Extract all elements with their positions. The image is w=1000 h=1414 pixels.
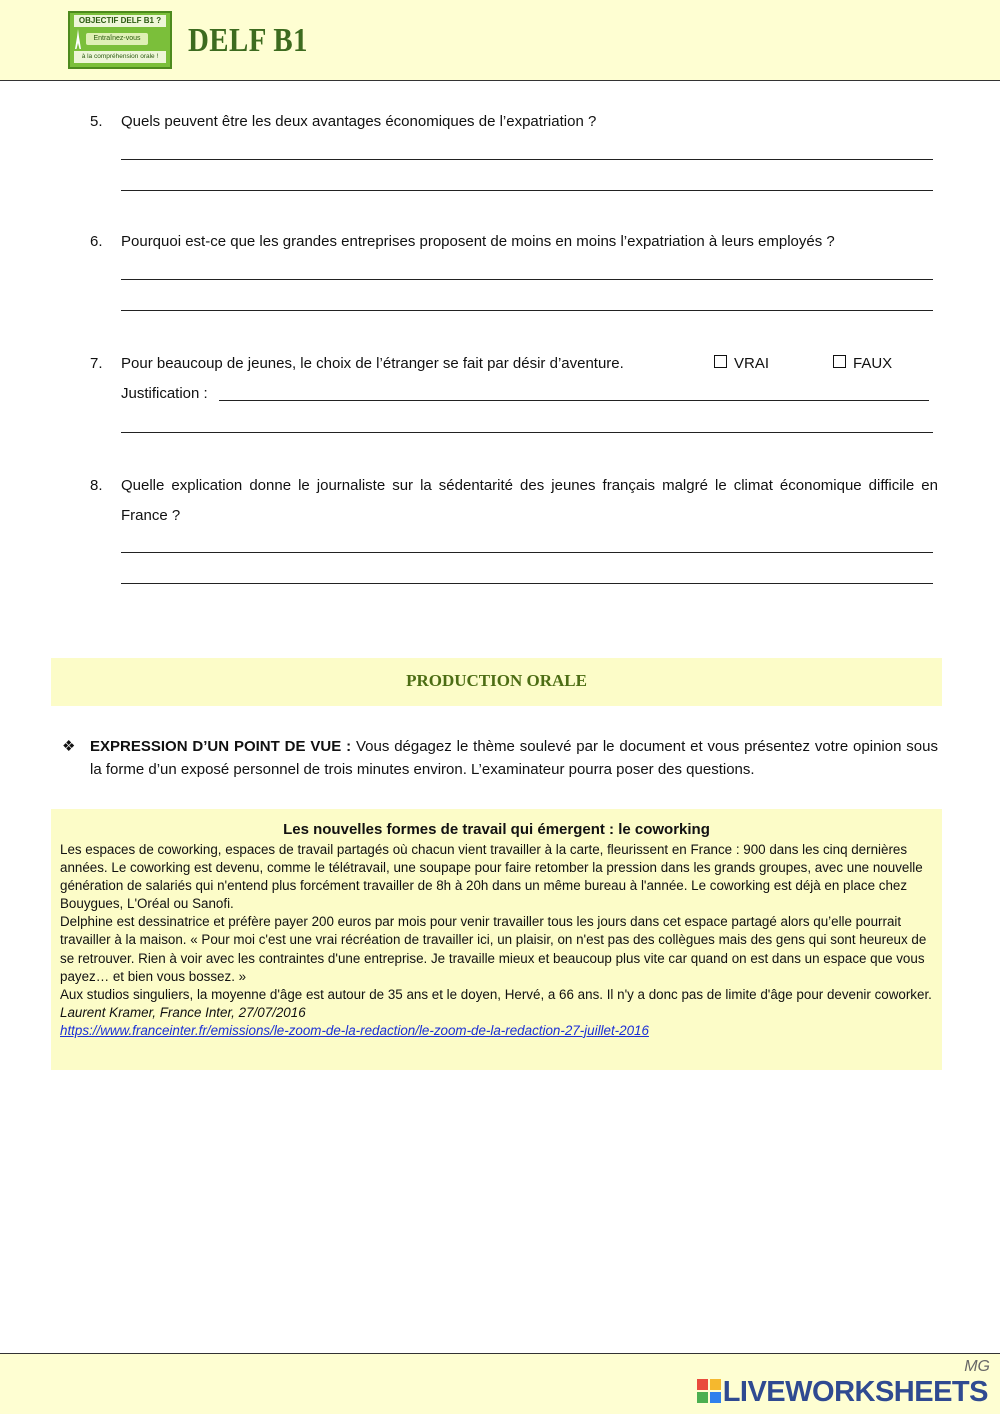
answer-line[interactable] [121, 310, 933, 311]
answer-line[interactable] [121, 552, 933, 553]
section-header [51, 658, 942, 706]
page-footer [0, 1353, 1000, 1414]
question-text: Pour beaucoup de jeunes, le choix de l’étranger se fait par désir d’aventure. [121, 355, 624, 372]
delf-logo [68, 11, 172, 69]
answer-line[interactable] [121, 159, 933, 160]
justification-line[interactable] [219, 400, 929, 401]
document-box [51, 809, 942, 1070]
section-title: PRODUCTION ORALE [406, 671, 587, 690]
justification-label: Justification : [121, 385, 208, 402]
answer-line[interactable] [121, 432, 933, 433]
document-link[interactable]: https://www.franceinter.fr/emissions/le-zoom-de-la-redaction/le-zoom-de-la-redaction-27-juillet-2016 [60, 1022, 649, 1038]
logo-line3: à la compréhension orale ! [74, 51, 166, 63]
expression-text: Vous dégagez le thème soulevé par le document et vous présentez votre opinion sous la forme d’un exposé personnel de trois minutes environ. L’examinateur pourra poser des questions. [90, 738, 938, 778]
page-title: DELF B1 [188, 22, 308, 59]
expression-instruction [62, 735, 938, 781]
diamond-bullet-icon: ❖ [62, 738, 76, 755]
question-number: 6. [90, 233, 103, 250]
question-number: 8. [90, 477, 103, 494]
liveworksheets-logo [697, 1376, 988, 1409]
answer-line[interactable] [121, 190, 933, 191]
question-text: Quels peuvent être les deux avantages économiques de l’expatriation ? [121, 113, 597, 130]
question-number: 5. [90, 113, 103, 130]
document-paragraph: Les espaces de coworking, espaces de travail partagés où chacun vient travailler à la carte, fleurissent en France : 900 dans les cinq dernières années. Le coworking est devenu, comme le télétravail, une soupape pour faire retomber la pression dans les grands groupes, avec une nouvelle génération de salariés qui n'entend plus forcément travailler de 8h à 20h dans un même bureau à l'année. Le coworking est déjà en place chez Bouygues, L'Oréal ou Sanofi. [60, 842, 923, 912]
question-text: Quelle explication donne le journaliste sur la sédentarité des jeunes français malgré le climat économique difficile en France ? [121, 477, 938, 524]
brand-name: LIVEWORKSHEETS [722, 1376, 988, 1408]
option-vrai[interactable] [714, 349, 769, 379]
option-faux[interactable] [833, 349, 892, 379]
document-paragraph: Aux studios singuliers, la moyenne d'âge est autour de 35 ans et le doyen, Hervé, a 66 ans. Il n'y a donc pas de limite d'âge pour devenir coworker. [60, 986, 932, 1002]
option-label: VRAI [734, 355, 770, 372]
checkbox-icon[interactable] [833, 355, 846, 368]
author-initials: MG [964, 1358, 990, 1375]
liveworksheets-icon [697, 1379, 721, 1403]
answer-line[interactable] [121, 583, 933, 584]
option-label: FAUX [853, 355, 893, 372]
page-header [0, 0, 1000, 81]
document-paragraph: Delphine est dessinatrice et préfère payer 200 euros par mois pour venir travailler tous les jours dans cet espace partagé alors qu’elle pourrait travailler à la maison. « Pour moi c'est une vrai récréation de travailler ici, un plaisir, on n'est pas des collègues mais des gens qui sont heureux de se retrouver. Rien à voir avec les contraintes d'une entreprise. Je travaille mieux et beaucoup plus vite car quand on est dans un espace que vous payez… et bien vous bossez. » [60, 914, 927, 984]
eiffel-tower-icon [74, 29, 82, 49]
document-title: Les nouvelles formes de travail qui émergent : le coworking [283, 821, 710, 838]
question-number: 7. [90, 355, 103, 372]
expression-label: EXPRESSION D’UN POINT DE VUE : [90, 738, 352, 755]
answer-line[interactable] [121, 279, 933, 280]
document-source: Laurent Kramer, France Inter, 27/07/2016 [60, 1004, 306, 1020]
logo-line1: OBJECTIF DELF B1 ? [74, 15, 166, 27]
checkbox-icon[interactable] [714, 355, 727, 368]
question-text: Pourquoi est-ce que les grandes entreprises proposent de moins en moins l’expatriation à leurs employés ? [121, 233, 835, 250]
logo-line2: Entraînez-vous [86, 33, 148, 45]
